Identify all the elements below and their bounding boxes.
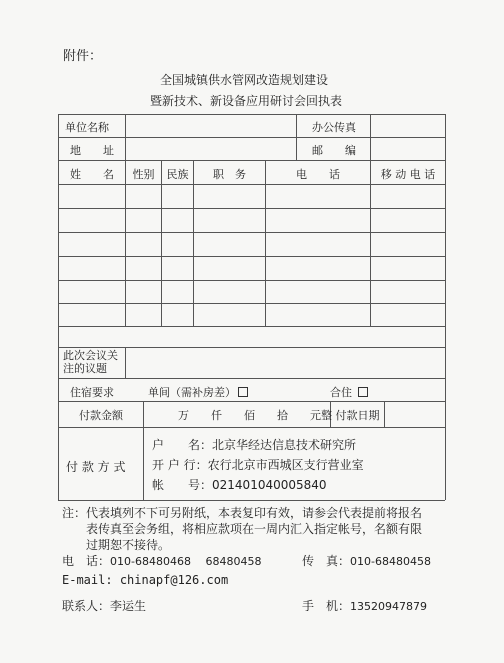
mobile-line [302,597,427,614]
bank-line [152,456,364,473]
contact-person-line [62,597,146,614]
account-name-label: 户 名： [152,438,213,452]
office-fax-label: 办公传真 [312,121,356,134]
contact-person: 李运生 [110,599,147,613]
email-line [62,573,228,587]
header-ethnicity: 民族 [166,168,189,181]
attachment-label: 附件： [63,49,103,64]
header-position: 职 务 [213,168,246,181]
form-title-line1: 全国城镇供水管网改造规划建设 [160,73,329,87]
payment-amount-label: 付款金额 [79,409,123,422]
lodging-label: 住宿要求 [70,386,114,399]
attendee-row[interactable] [59,257,445,280]
single-room-option[interactable] [148,384,248,400]
note-line-1: 注：代表填列不下可另附纸，本表复印有效，请参会代表提前将报名 [62,506,423,520]
fax-number: 010-68480458 [350,555,431,568]
fax-label: 传 真： [302,554,351,568]
single-room-checkbox[interactable] [238,387,248,397]
unit-name-field[interactable] [126,115,295,136]
payment-date-label: 付款日期 [335,409,380,422]
attendee-row[interactable] [59,304,445,326]
attendee-row[interactable] [59,209,445,232]
email-address[interactable]: chinapf@126.com [119,573,229,587]
phone-label: 电 话： [62,554,111,568]
shared-room-label: 合住 [330,386,352,399]
single-room-label: 单间（需补房差） [148,386,236,399]
attendee-row[interactable] [59,233,445,256]
unit-name-label: 单位名称 [65,121,109,134]
shared-room-checkbox[interactable] [358,387,368,397]
account-name-line [152,436,356,453]
address-field[interactable] [126,138,295,159]
account-number: 021401040005840 [212,478,327,492]
note-line-3: 过期恕不接待。 [86,538,171,552]
account-name: 北京华经达信息技术研究所 [212,438,357,452]
header-mobile: 移 动 电 话 [380,168,436,181]
fax-line [302,552,431,569]
phone-number: 010-68480468 68480458 [110,555,262,568]
email-label: E-mail: [62,573,113,587]
attendee-row[interactable] [59,185,445,208]
payment-method-label: 付 款 方 式 [66,460,126,474]
header-phone: 电 话 [296,168,340,181]
bank-label: 开 户 行： [152,458,208,472]
form-title-line2: 暨新技术、新设备应用研讨会回执表 [150,94,343,108]
note-line-2: 表传真至会务组，将相应款项在一周内汇入指定帐号，名额有限 [86,522,423,536]
topic-field[interactable] [126,348,444,378]
header-gender: 性别 [132,168,155,181]
amount-units: 万 仟 佰 拾 元整 [178,409,332,422]
payment-date-field[interactable] [385,402,444,426]
topic-label: 此次会议关注的议题 [63,349,118,375]
account-number-label: 帐 号： [152,478,213,492]
address-label: 地 址 [70,144,114,157]
mobile-label: 手 机： [302,599,351,613]
postcode-field[interactable] [371,138,444,159]
mobile-number: 13520947879 [350,600,427,613]
office-fax-field[interactable] [371,115,444,136]
bank-name: 农行北京市西城区支行营业室 [207,458,364,472]
attendee-row[interactable] [59,281,445,303]
header-name: 姓 名 [70,168,114,181]
contact-person-label: 联系人： [62,599,111,613]
phone-line [62,552,261,569]
account-number-line [152,476,327,493]
postcode-label: 邮 编 [312,144,356,157]
shared-room-option[interactable] [330,384,368,400]
